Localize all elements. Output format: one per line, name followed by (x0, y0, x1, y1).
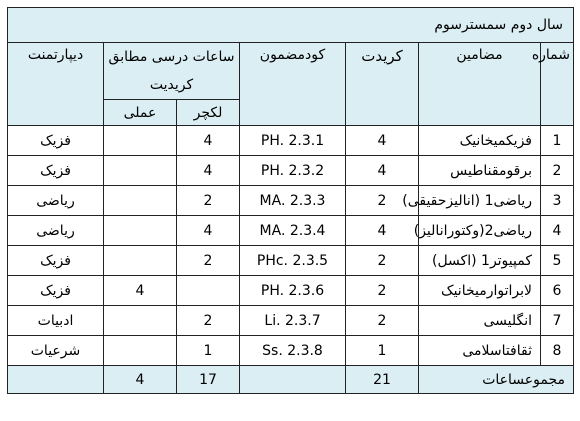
row-number: 8 (541, 336, 574, 366)
row-department: ریاضی (8, 186, 104, 216)
row-code: Ss. 2.3.8 (240, 336, 346, 366)
row-number: 7 (541, 306, 574, 336)
header-row (8, 43, 574, 100)
row-department: فزیک (8, 156, 104, 186)
row-subject: ریاضی2(وکتورانالیز) (419, 216, 541, 246)
row-subject: برقومقناطیس (419, 156, 541, 186)
row-department: فزیک (8, 276, 104, 306)
row-lecture (177, 276, 240, 306)
row-lecture: 4 (177, 216, 240, 246)
header-course-code: کودمضمون (240, 43, 346, 126)
table-row (8, 246, 574, 276)
row-subject: کمپیوتر1 (اکسل) (419, 246, 541, 276)
row-lecture: 4 (177, 126, 240, 156)
row-department: ریاضی (8, 216, 104, 246)
row-department: فزیک (8, 246, 104, 276)
row-practical (104, 126, 177, 156)
row-code: PH. 2.3.2 (240, 156, 346, 186)
row-credit: 4 (346, 216, 419, 246)
row-credit: 2 (346, 306, 419, 336)
row-number: 2 (541, 156, 574, 186)
row-practical (104, 216, 177, 246)
row-credit: 2 (346, 276, 419, 306)
totals-department-empty (8, 366, 104, 394)
row-code: PHc. 2.3.5 (240, 246, 346, 276)
row-lecture: 2 (177, 306, 240, 336)
totals-lecture: 17 (177, 366, 240, 394)
row-credit: 2 (346, 186, 419, 216)
row-lecture: 4 (177, 156, 240, 186)
row-number: 1 (541, 126, 574, 156)
header-number: شماره (541, 43, 574, 126)
header-credit: کریدت (346, 43, 419, 126)
row-lecture: 2 (177, 186, 240, 216)
row-code: MA. 2.3.4 (240, 216, 346, 246)
totals-practical: 4 (104, 366, 177, 394)
table-row (8, 186, 574, 216)
totals-credit: 21 (346, 366, 419, 394)
header-lecture: لکچر (177, 100, 240, 126)
title-row (8, 8, 574, 43)
row-practical: 4 (104, 276, 177, 306)
row-subject: انگلیسی (419, 306, 541, 336)
row-code: PH. 2.3.1 (240, 126, 346, 156)
row-code: Li. 2.3.7 (240, 306, 346, 336)
row-number: 5 (541, 246, 574, 276)
totals-label: مجموعساعات (419, 366, 574, 394)
row-lecture: 2 (177, 246, 240, 276)
row-practical (104, 306, 177, 336)
row-subject: فزیکمیخانیک (419, 126, 541, 156)
course-table-wrapper (7, 7, 574, 394)
row-practical (104, 246, 177, 276)
totals-row (8, 366, 574, 394)
header-hours: ساعات درسی مطابق کریدیت (104, 43, 240, 100)
table-row (8, 336, 574, 366)
row-subject: ثقافتاسلامی (419, 336, 541, 366)
row-department: شرعیات (8, 336, 104, 366)
row-lecture: 1 (177, 336, 240, 366)
header-practical: عملی (104, 100, 177, 126)
row-subject: لابراتوارمیخانیک (419, 276, 541, 306)
row-credit: 1 (346, 336, 419, 366)
course-table (7, 7, 574, 394)
row-number: 3 (541, 186, 574, 216)
row-number: 4 (541, 216, 574, 246)
row-practical (104, 186, 177, 216)
row-credit: 4 (346, 156, 419, 186)
row-credit: 2 (346, 246, 419, 276)
row-code: MA. 2.3.3 (240, 186, 346, 216)
table-title: سال دوم سمسترسوم (8, 8, 574, 43)
row-number: 6 (541, 276, 574, 306)
table-row (8, 126, 574, 156)
header-department: دیپارتمنت (8, 43, 104, 126)
table-row (8, 216, 574, 246)
row-credit: 4 (346, 126, 419, 156)
table-row (8, 306, 574, 336)
row-practical (104, 156, 177, 186)
row-department: فزیک (8, 126, 104, 156)
table-row (8, 156, 574, 186)
totals-code-empty (240, 366, 346, 394)
header-subjects: مضامین (419, 43, 541, 126)
row-department: ادبیات (8, 306, 104, 336)
row-subject: ریاضی1 (انالیزحقیقی) (419, 186, 541, 216)
row-code: PH. 2.3.6 (240, 276, 346, 306)
table-row (8, 276, 574, 306)
row-practical (104, 336, 177, 366)
